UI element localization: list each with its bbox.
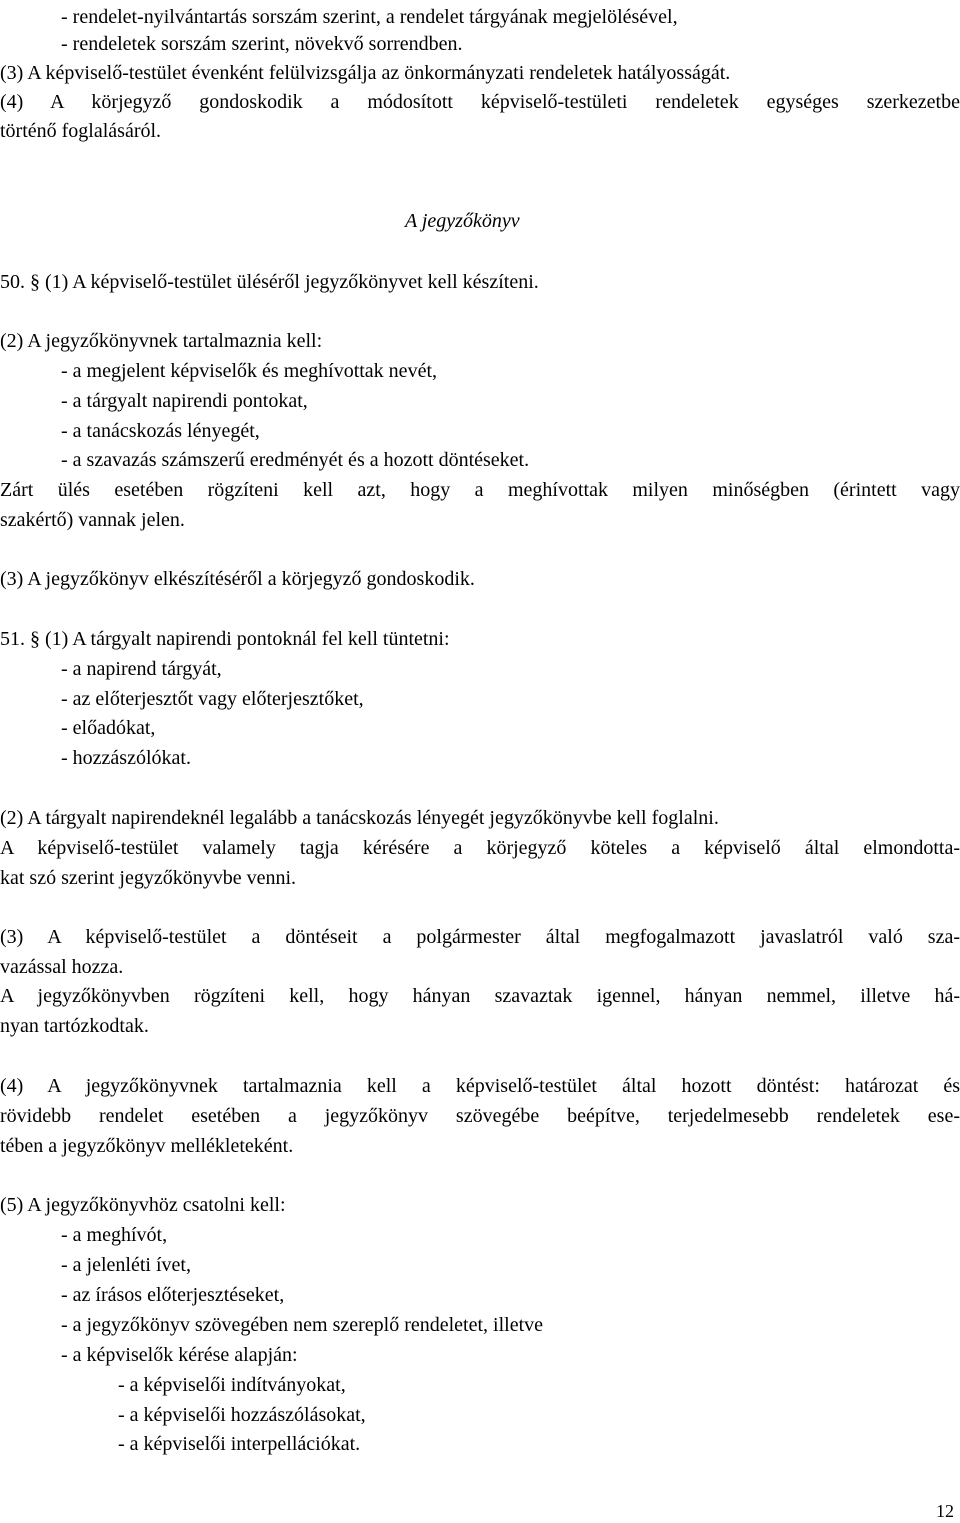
paragraph-line: 51. § (1) A tárgyalt napirendi pontoknál fel kell tüntetni: [0, 628, 450, 650]
paragraph-line: történő foglalásáról. [0, 120, 162, 142]
sub-list-item: - a képviselői indítványokat, [118, 1374, 346, 1396]
paragraph-line: Zárt ülés esetében rögzíteni kell azt, hogy a meghívottak milyen minőségben (érintett vagy [0, 479, 960, 501]
paragraph-line: (3) A jegyzőkönyv elkészítéséről a körjegyző gondoskodik. [0, 568, 475, 590]
list-item: - a jelenléti ívet, [61, 1254, 191, 1276]
list-item: - az írásos előterjesztéseket, [61, 1284, 285, 1306]
paragraph-line: kat szó szerint jegyzőkönyvbe venni. [0, 867, 297, 889]
paragraph-line: rövidebb rendelet esetében a jegyzőkönyv szövegébe beépítve, terjedelmesebb rendeletek ese- [0, 1105, 960, 1127]
list-item: - a jegyzőkönyv szövegében nem szereplő rendeletet, illetve [61, 1314, 544, 1336]
list-item: - hozzászólókat. [61, 747, 191, 769]
paragraph-line: nyan tartózkodtak. [0, 1015, 149, 1037]
paragraph-line: (4) A körjegyző gondoskodik a módosított képviselő-testületi rendeletek egységes szerkezetbe [0, 91, 960, 113]
section-heading: A jegyzőkönyv [405, 210, 520, 232]
list-item: - a napirend tárgyát, [61, 658, 222, 680]
paragraph-line: A jegyzőkönyvben rögzíteni kell, hogy hányan szavaztak igennel, hányan nemmel, illetve há- [0, 985, 960, 1007]
list-item: - rendelet-nyilvántartás sorszám szerint, a rendelet tárgyának megjelölésével, [61, 6, 678, 28]
sub-list-item: - a képviselői interpellációkat. [118, 1433, 361, 1455]
sub-list-item: - a képviselői hozzászólásokat, [118, 1404, 366, 1426]
list-item: - a meghívót, [61, 1224, 168, 1246]
paragraph-line: (3) A képviselő-testület évenként felülvizsgálja az önkormányzati rendeletek hatályosságát. [0, 62, 731, 84]
paragraph-line: vazással hozza. [0, 956, 124, 978]
list-item: - a tanácskozás lényegét, [61, 420, 260, 442]
paragraph-line: (5) A jegyzőkönyvhöz csatolni kell: [0, 1194, 286, 1216]
list-item: - a képviselők kérése alapján: [61, 1344, 298, 1366]
paragraph-line: (3) A képviselő-testület a döntéseit a polgármester által megfogalmazott javaslatról való sza- [0, 926, 960, 948]
paragraph-line: szakértő) vannak jelen. [0, 509, 185, 531]
list-item: - rendeletek sorszám szerint, növekvő sorrendben. [61, 33, 463, 55]
list-item: - a szavazás számszerű eredményét és a hozott döntéseket. [61, 449, 530, 471]
paragraph-line: 50. § (1) A képviselő-testület üléséről jegyzőkönyvet kell készíteni. [0, 271, 539, 293]
paragraph-line: (4) A jegyzőkönyvnek tartalmaznia kell a képviselő-testület által hozott döntést: határozat és [0, 1075, 960, 1097]
list-item: - az előterjesztőt vagy előterjesztőket, [61, 688, 364, 710]
list-item: - előadókat, [61, 717, 156, 739]
paragraph-line: A képviselő-testület valamely tagja kérésére a körjegyző köteles a képviselő által elmondotta- [0, 837, 960, 859]
paragraph-line: tében a jegyzőkönyv mellékleteként. [0, 1135, 294, 1157]
paragraph-line: (2) A tárgyalt napirendeknél legalább a tanácskozás lényegét jegyzőkönyvbe kell foglalni. [0, 807, 719, 829]
page-number: 12 [936, 1501, 954, 1521]
paragraph-line: (2) A jegyzőkönyvnek tartalmaznia kell: [0, 330, 323, 352]
list-item: - a tárgyalt napirendi pontokat, [61, 390, 308, 412]
list-item: - a megjelent képviselők és meghívottak nevét, [61, 360, 437, 382]
